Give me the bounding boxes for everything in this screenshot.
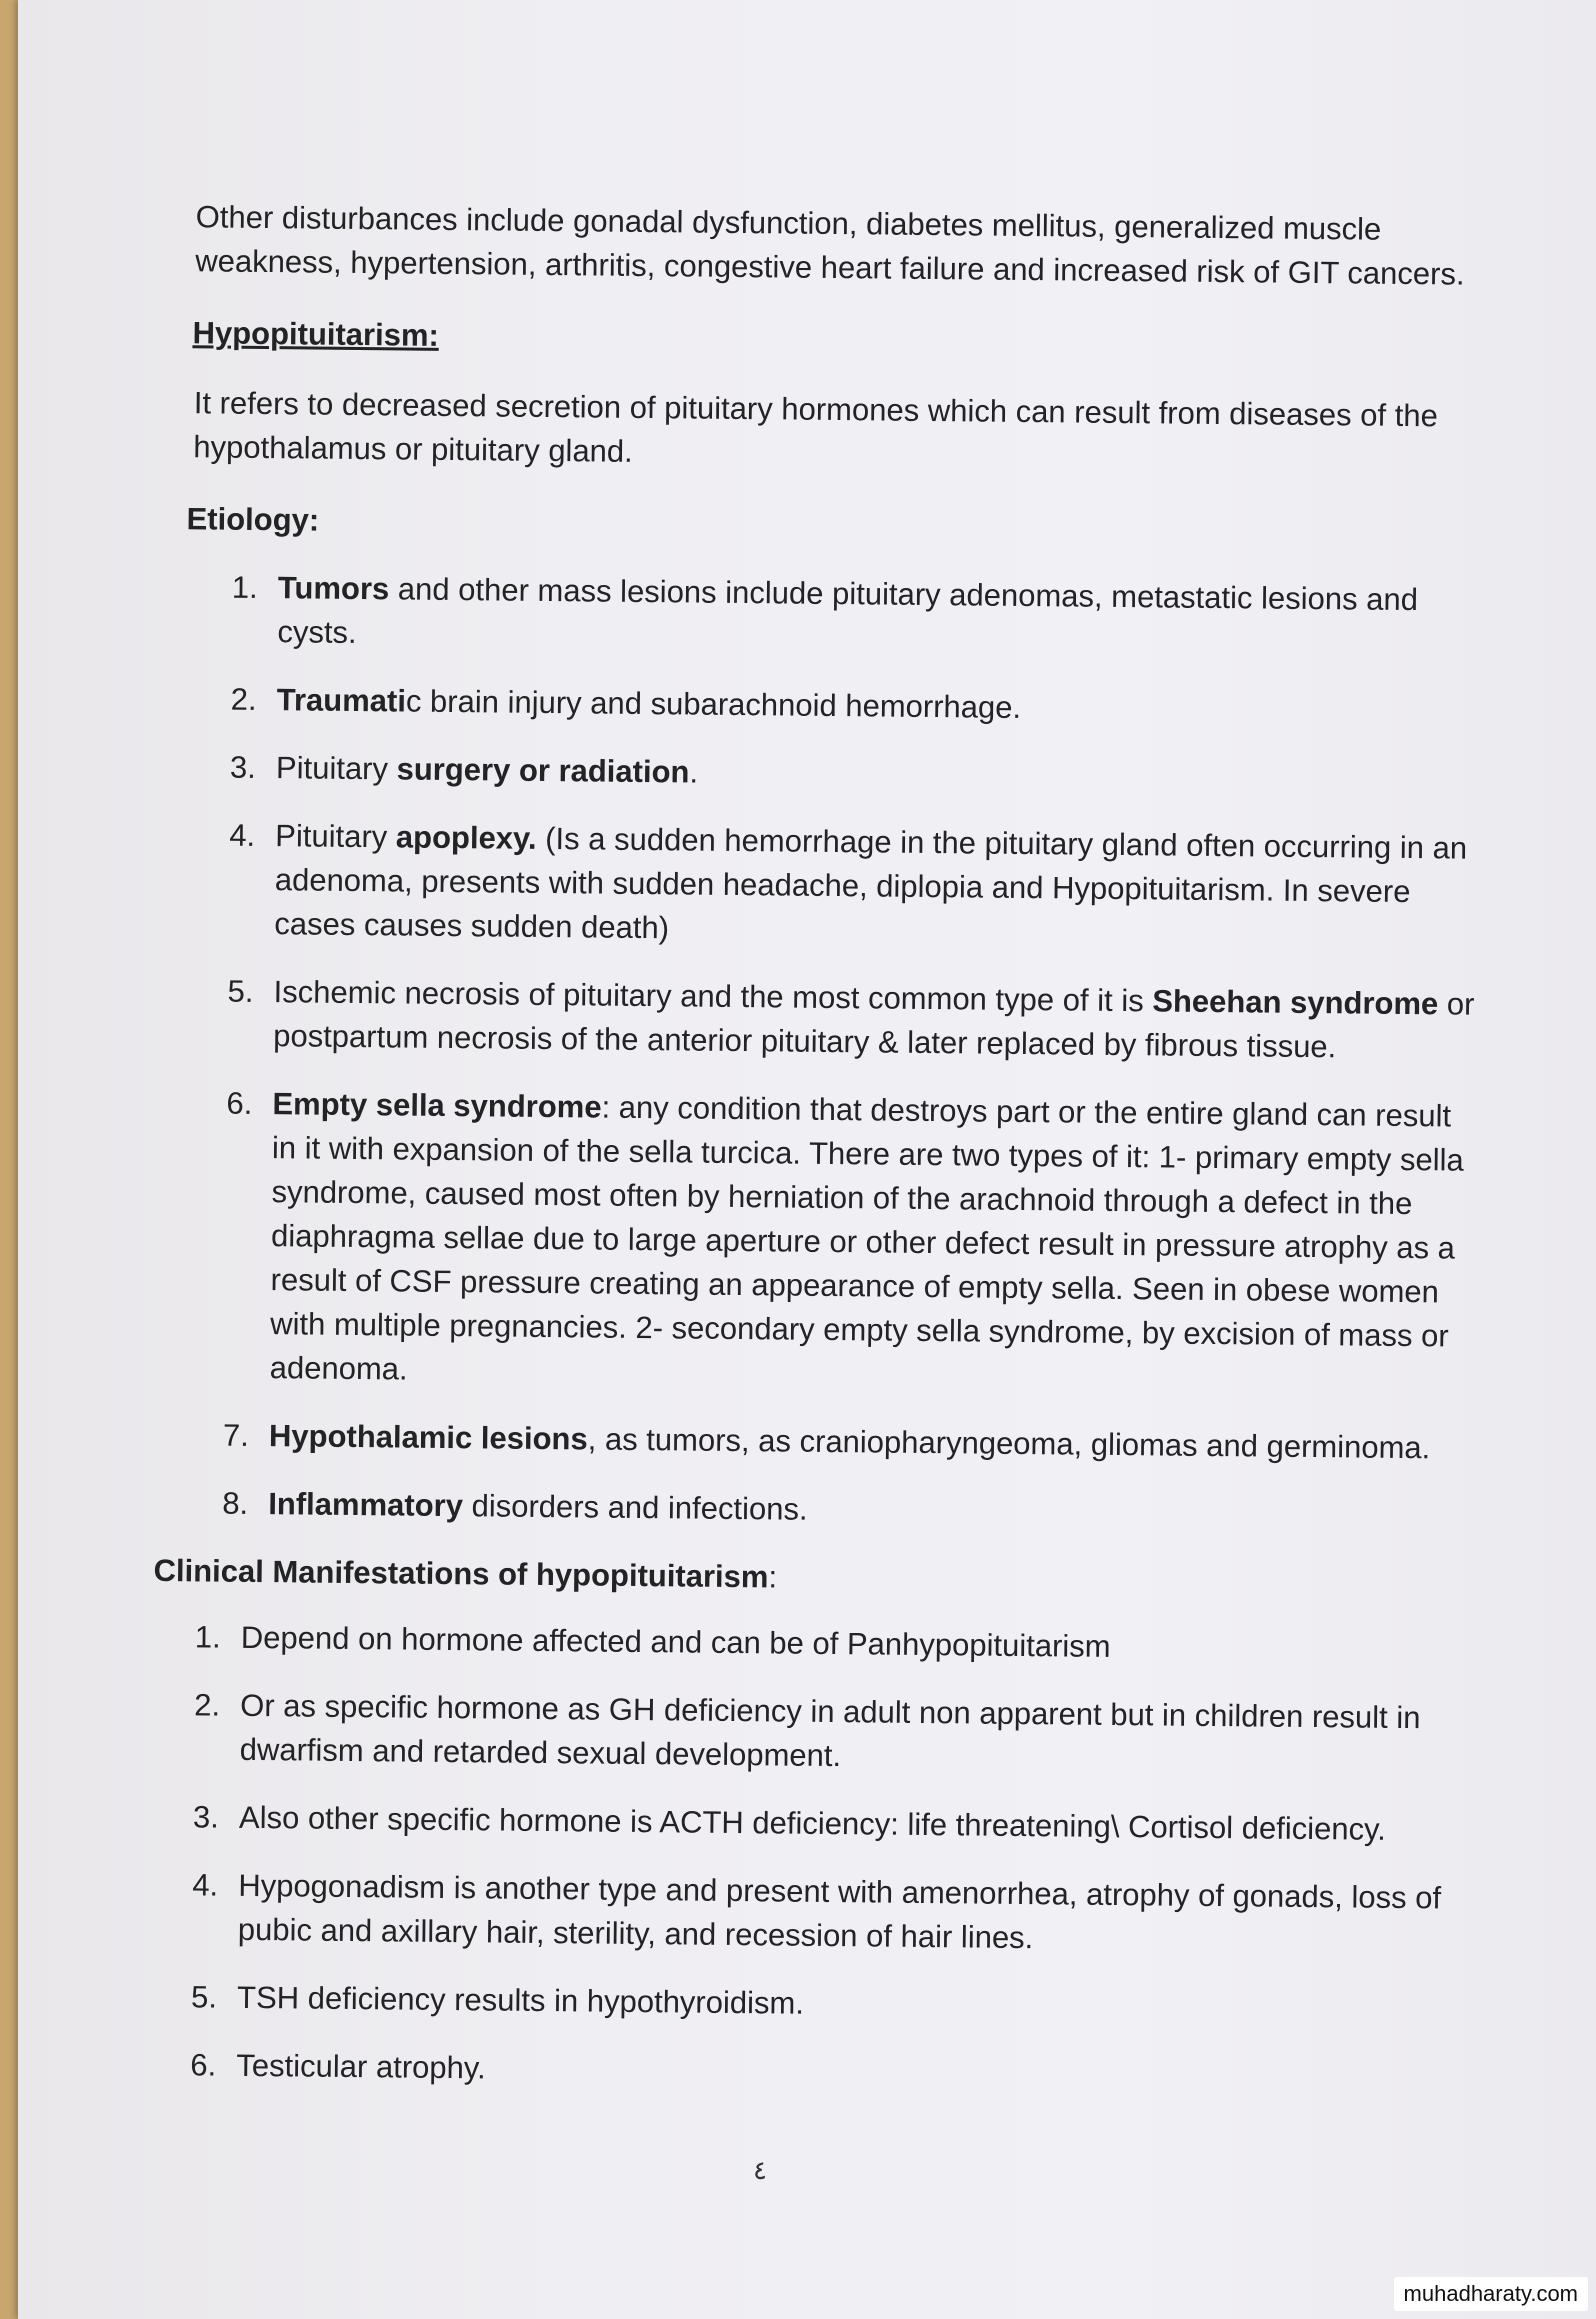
item-bold: Sheehan syndrome bbox=[1152, 983, 1439, 1022]
list-item bbox=[160, 813, 1481, 959]
item-text: disorders and infections. bbox=[462, 1488, 808, 1527]
item-text: . bbox=[689, 754, 699, 790]
item-number: 1. bbox=[194, 1619, 221, 1655]
document-page bbox=[18, 0, 1596, 2319]
clinical-heading bbox=[153, 1549, 1473, 1607]
list-item bbox=[153, 1615, 1473, 1673]
item-number: 6. bbox=[190, 2047, 217, 2083]
item-bold: surgery or radiation bbox=[396, 751, 690, 790]
item-bold: Traumati bbox=[276, 682, 407, 719]
item-number: 3. bbox=[229, 749, 257, 785]
list-item bbox=[162, 677, 1482, 735]
item-text: Testicular atrophy. bbox=[236, 2047, 486, 2086]
clinical-heading-colon: : bbox=[768, 1559, 778, 1595]
list-item bbox=[150, 1863, 1471, 1965]
item-text: Or as specific hormone as GH deficiency in adult non apparent but in children result in dwarfism and retarded sexual development. bbox=[239, 1687, 1421, 1774]
item-number: 5. bbox=[227, 973, 254, 1009]
item-number: 2. bbox=[230, 681, 257, 717]
item-number: 3. bbox=[192, 1799, 220, 1835]
etiology-heading: Etiology: bbox=[186, 501, 320, 538]
item-bold: Inflammatory bbox=[268, 1486, 464, 1524]
list-item bbox=[155, 1413, 1475, 1471]
list-item bbox=[159, 969, 1480, 1071]
item-prefix: Pituitary bbox=[275, 750, 397, 787]
item-prefix: Pituitary bbox=[275, 818, 397, 855]
item-bold: apoplexy. bbox=[395, 819, 537, 856]
list-item bbox=[162, 745, 1482, 803]
list-item bbox=[151, 1683, 1472, 1785]
item-prefix: Ischemic necrosis of pituitary and the most common type of it is bbox=[273, 974, 1153, 1019]
item-bold: Hypothalamic lesions bbox=[268, 1418, 588, 1457]
item-number: 6. bbox=[226, 1085, 253, 1121]
item-text: and other mass lesions include pituitary adenomas, metastatic lesions and cysts. bbox=[277, 571, 1419, 650]
item-text: TSH deficiency results in hypothyroidism. bbox=[236, 1979, 805, 2021]
hypopituitarism-heading: Hypopituitarism: bbox=[192, 315, 440, 353]
item-number: 8. bbox=[222, 1485, 249, 1521]
item-number: 2. bbox=[194, 1687, 221, 1723]
item-text: , as tumors, as craniopharyngeoma, gliomas and germinoma. bbox=[587, 1421, 1431, 1466]
item-text: c brain injury and subarachnoid hemorrhage. bbox=[405, 683, 1022, 725]
list-item bbox=[154, 1481, 1474, 1539]
list-item bbox=[149, 1975, 1469, 2033]
list-item bbox=[163, 565, 1484, 667]
list-item bbox=[148, 2043, 1468, 2101]
item-number: 4. bbox=[229, 817, 256, 853]
item-number: 4. bbox=[192, 1867, 219, 1903]
watermark-label: muhadharaty.com bbox=[1394, 2277, 1588, 2311]
list-item bbox=[151, 1795, 1471, 1853]
item-number: 5. bbox=[190, 1979, 218, 2015]
item-number: 1. bbox=[231, 569, 258, 605]
item-text: Hypogonadism is another type and present with amenorrhea, atrophy of gonads, loss of pubic and axillary hair, sterility, and recession of hair lines. bbox=[237, 1867, 1442, 1956]
clinical-heading-text: Clinical Manifestations of hypopituitarism bbox=[153, 1552, 769, 1595]
etiology-list bbox=[154, 565, 1484, 1539]
hypopituitarism-definition: It refers to decreased secretion of pituitary hormones which can result from diseases of the hypothalamus or pituitary gland. bbox=[193, 385, 1438, 469]
item-text: : any condition that destroys part or the entire gland can result in it with expansion of the sella turcica. There are two types of it: 1- primary empty sella syndrome, caused most often by herniation of the arachnoid through a defect in the diaphragma sellae due to large aperture or other defect result in pressure atrophy as a result of CSF pressure creating an appearance of empty sella. Seen in obese women with multiple pregnancies. 2- secondary empty sella syndrome, by excision of mass or adenoma. bbox=[269, 1089, 1464, 1387]
item-text: Depend on hormone affected and can be of Panhypopituitarism bbox=[240, 1619, 1111, 1664]
clinical-list bbox=[148, 1615, 1473, 2101]
item-text: Also other specific hormone is ACTH deficiency: life threatening\ Cortisol deficiency. bbox=[238, 1799, 1387, 1847]
item-bold: Empty sella syndrome bbox=[272, 1086, 602, 1125]
list-item bbox=[155, 1081, 1478, 1403]
page-number: ٤ bbox=[753, 2155, 767, 2185]
page-content bbox=[148, 195, 1488, 2125]
item-number: 7. bbox=[222, 1417, 250, 1453]
intro-paragraph: Other disturbances include gonadal dysfunction, diabetes mellitus, generalized muscle weakness, hypertension, arthritis, congestive heart failure and increased risk of GIT cancers. bbox=[195, 199, 1465, 292]
item-text: or postpartum necrosis of the anterior pituitary & later replaced by fibrous tissue. bbox=[273, 986, 1475, 1065]
item-text: (Is a sudden hemorrhage in the pituitary gland often occurring in an adenoma, presents with sudden headache, diplopia and Hypopituitarism. In severe cases causes sudden death) bbox=[274, 820, 1468, 946]
item-bold: Tumors bbox=[277, 570, 390, 607]
